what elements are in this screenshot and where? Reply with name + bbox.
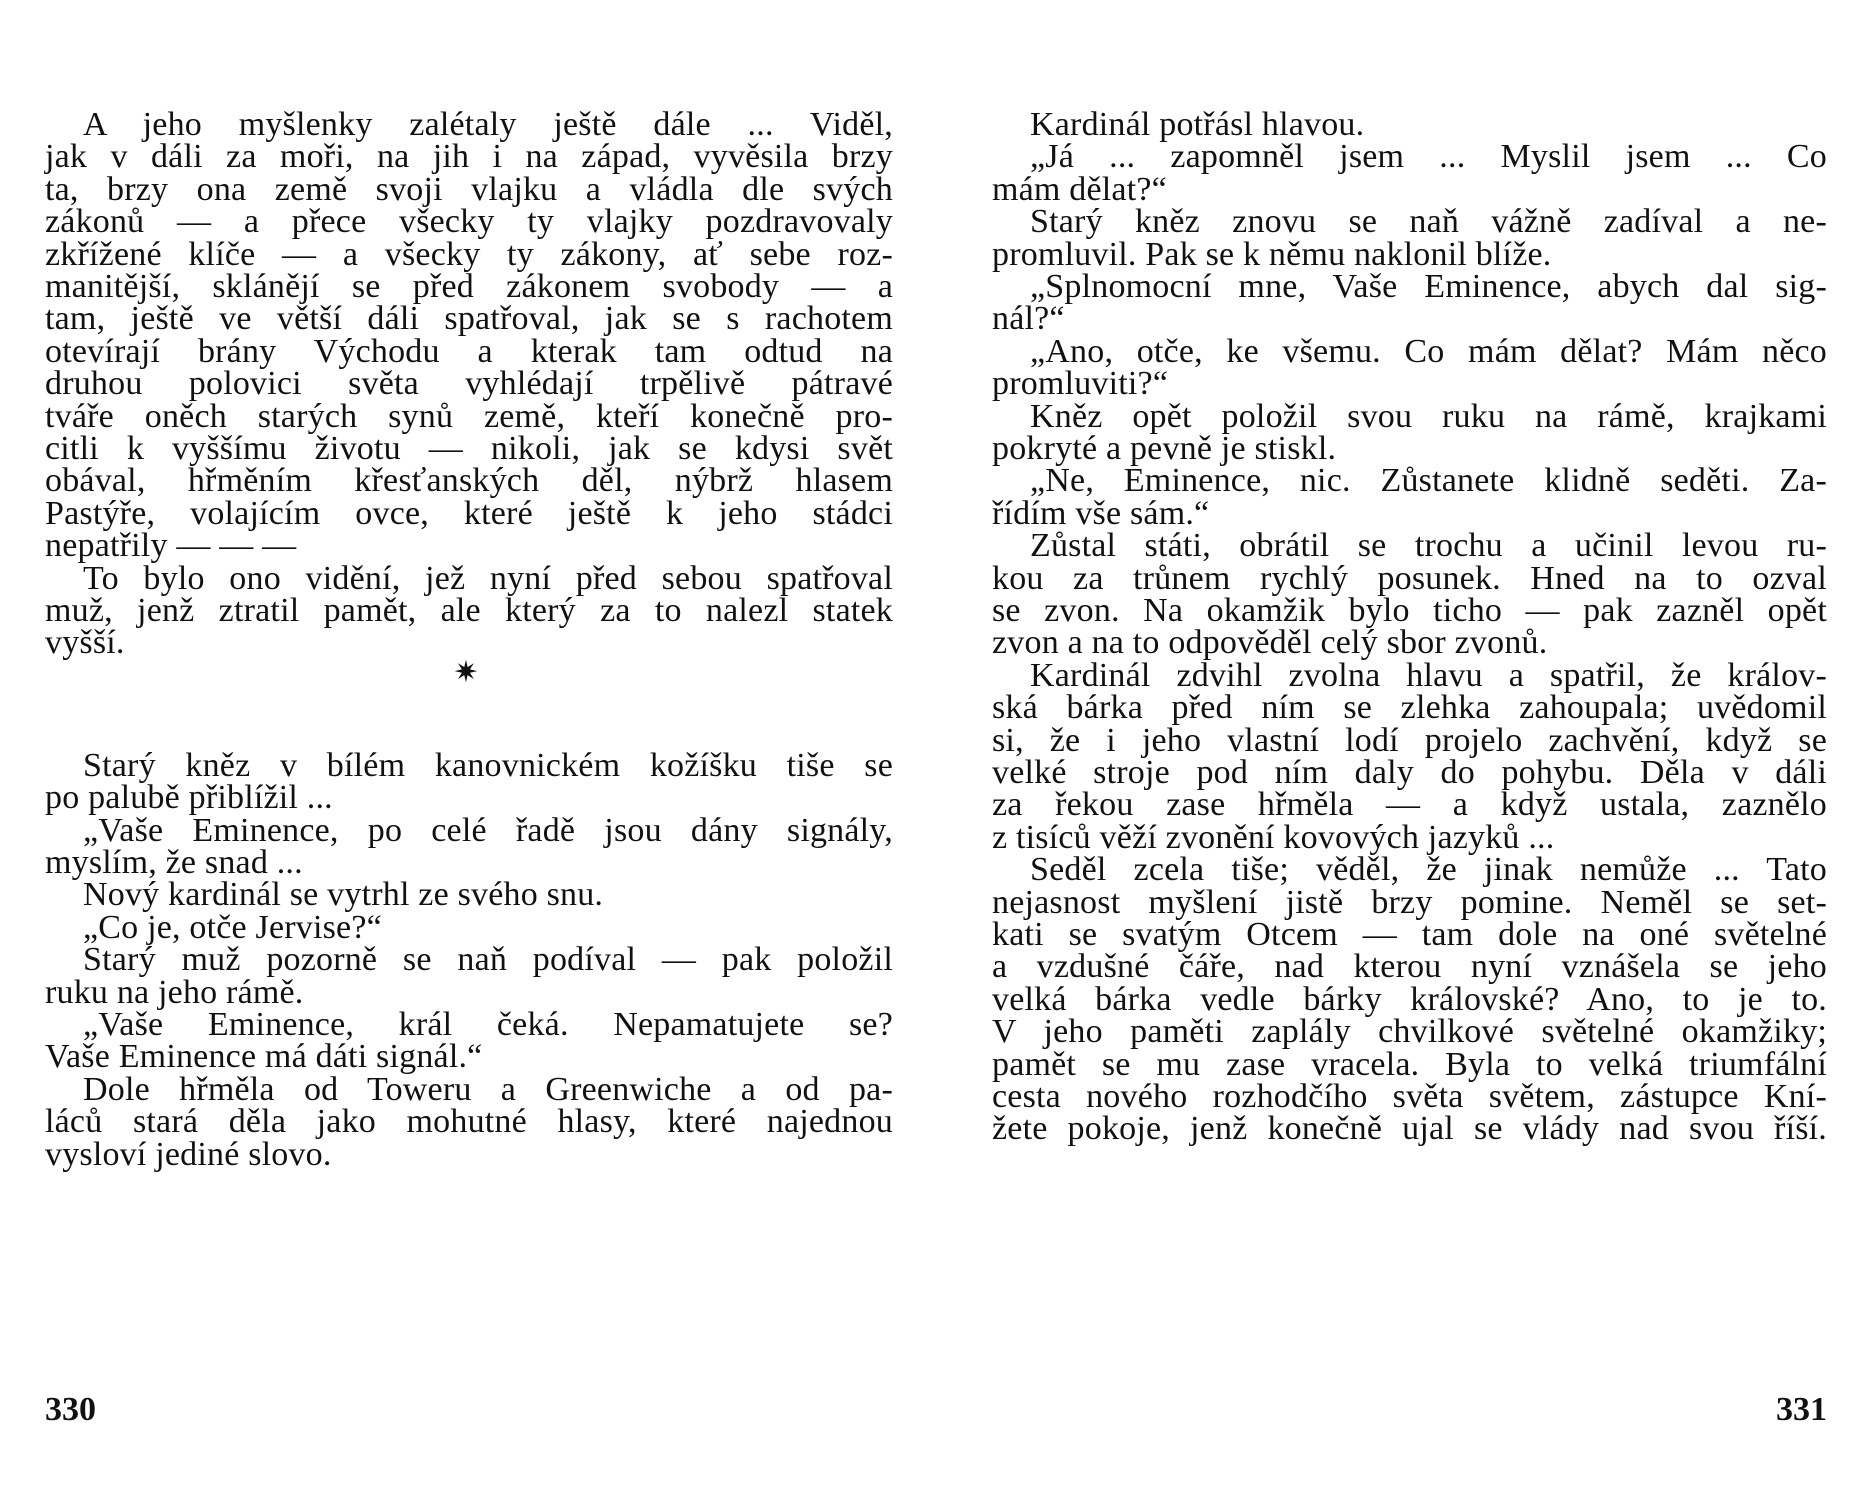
text-line: muž, jenž ztratil pamět, ale který za to nalezl statek [45,592,893,629]
text-line: žete pokoje, jenž konečně ujal se vlády nad svou říší. [992,1110,1827,1148]
text-line: velká bárka vedle bárky královské? Ano, to je to. [992,980,1827,1018]
text-line: mám dělat?“ [992,170,1167,208]
text-line: láců stará děla jako mohutné hlasy, které najednou [45,1103,893,1141]
text-line: pokryté a pevně je stiskl. [992,430,1337,467]
text-line: pamět se mu zase vracela. Byla to velká triumfální [992,1045,1827,1083]
text-line: V jeho paměti zaplály chvilkové světelné okamžiky; [992,1013,1827,1051]
text-line: Nový kardinál se vytrhl ze svého snu. [83,876,604,914]
text-line: „Já ... zapomněl jsem ... Myslil jsem ... Co [1030,138,1827,176]
text-line: Pastýře, volajícím ovce, které ještě k jeho stádci [45,494,893,532]
text-line: manitější, sklánějí se před zákonem svobody — a [45,268,893,305]
text-line: „Ne, Eminence, nic. Zůstanete klidně seděti. Za- [1030,462,1827,500]
text-line: „Co je, otče Jervise?“ [83,908,382,946]
text-line: obával, hřměním křesťanských děl, nýbrž hlasem [45,462,893,500]
text-line: z tisíců věží zvonění kovových jazyků ... [992,818,1555,856]
text-line: za řekou zase hřměla — a když ustala, zaznělo [992,786,1827,824]
page-number-right: 331 [1776,1391,1827,1428]
text-line: „Vaše Eminence, po celé řadě jsou dány signály, [83,811,893,849]
text-line: ruku na jeho rámě. [45,973,304,1011]
text-line: tváře oněch starých synů země, kteří konečně pro- [45,397,893,435]
text-line: vyšší. [45,624,125,662]
text-line: zákonů — a přece všecky ty vlajky pozdravovaly [45,203,893,241]
text-line: Starý muž pozorně se naň podíval — pak položil [83,941,893,979]
text-line: a vzdušné čáře, nad kterou nyní vznášela se jeho [992,948,1827,986]
text-line: kati se svatým Otcem — tam dole na oné světelné [992,916,1827,953]
text-line: tam, ještě ve větší dáli spatřoval, jak se s rachotem [45,300,893,338]
text-line: zvon a na to odpověděl celý sbor zvonů. [992,624,1548,662]
text-line: citli k vyššímu životu — nikoli, jak se kdysi svět [45,430,893,467]
text-line: Kardinál potřásl hlavou. [1030,106,1365,143]
right-page [932,0,1864,1500]
text-line: Kardinál zdvihl zvolna hlavu a spatřil, že králov- [1030,656,1827,694]
text-line: nejasnost myšlení jistě brzy pomine. Neměl se set- [992,883,1827,921]
text-line: ta, brzy ona země svoji vlajku a vládla dle svých [45,170,893,208]
text-line: „Vaše Eminence, král čeká. Nepamatujete se? [83,1006,893,1043]
text-line: velké stroje pod ním daly do pohybu. Děla v dáli [992,754,1827,791]
text-line: myslím, že snad ... [45,844,303,881]
text-line: Starý kněz v bílém kanovnickém kožíšku tiše se [83,746,893,784]
text-line: „Ano, otče, ke všemu. Co mám dělat? Mám něco [1030,332,1827,370]
text-line: To bylo ono vidění, jež nyní před sebou spatřoval [83,559,893,597]
text-line: jak v dáli za moři, na jih i na západ, vyvěsila brzy [45,138,893,176]
text-line: A jeho myšlenky zalétaly ještě dále ... Viděl, [83,106,893,143]
section-ornament: ✷ [453,656,479,689]
text-line: kou za trůnem rychlý posunek. Hned na to ozval [992,559,1827,597]
text-line: „Splnomocní mne, Vaše Eminence, abych dal sig- [1030,268,1827,305]
text-line: řídím vše sám.“ [992,494,1210,532]
text-line: si, že i jeho vlastní lodí projelo zachvění, když se [992,721,1827,759]
text-line: Zůstal státi, obrátil se trochu a učinil levou ru- [1030,527,1827,565]
text-line: po palubě přiblížil ... [45,779,333,817]
text-line: cesta nového rozhodčího světa světem, zástupce Kní- [992,1078,1827,1115]
page-number-left: 330 [45,1391,96,1428]
text-line: nepatřily — — — [45,527,297,565]
text-line: ská bárka před ním se zlehka zahoupala; uvědomil [992,689,1827,727]
text-line: Seděl zcela tiše; věděl, že jinak nemůže ... Tato [1030,851,1827,889]
text-line: Kněz opět položil svou ruku na rámě, krajkami [1030,397,1827,435]
text-line: nál?“ [992,300,1065,338]
text-line: promluviti?“ [992,365,1169,403]
text-line: zkřížené klíče — a všecky ty zákony, ať sebe roz- [45,235,893,273]
text-line: se zvon. Na okamžik bylo ticho — pak zazněl opět [992,592,1827,629]
text-line: druhou polovici světa vyhlédají trpělivě pátravé [45,365,893,403]
text-line: otevírají brány Východu a kterak tam odtud na [45,332,893,370]
text-line: Dole hřměla od Toweru a Greenwiche a od pa- [83,1070,893,1108]
text-line: promluvil. Pak se k němu naklonil blíže. [992,235,1552,273]
text-line: Vaše Eminence má dáti signál.“ [45,1038,483,1076]
text-line: vysloví jediné slovo. [45,1135,332,1173]
text-line: Starý kněz znovu se naň vážně zadíval a ne- [1030,203,1827,241]
